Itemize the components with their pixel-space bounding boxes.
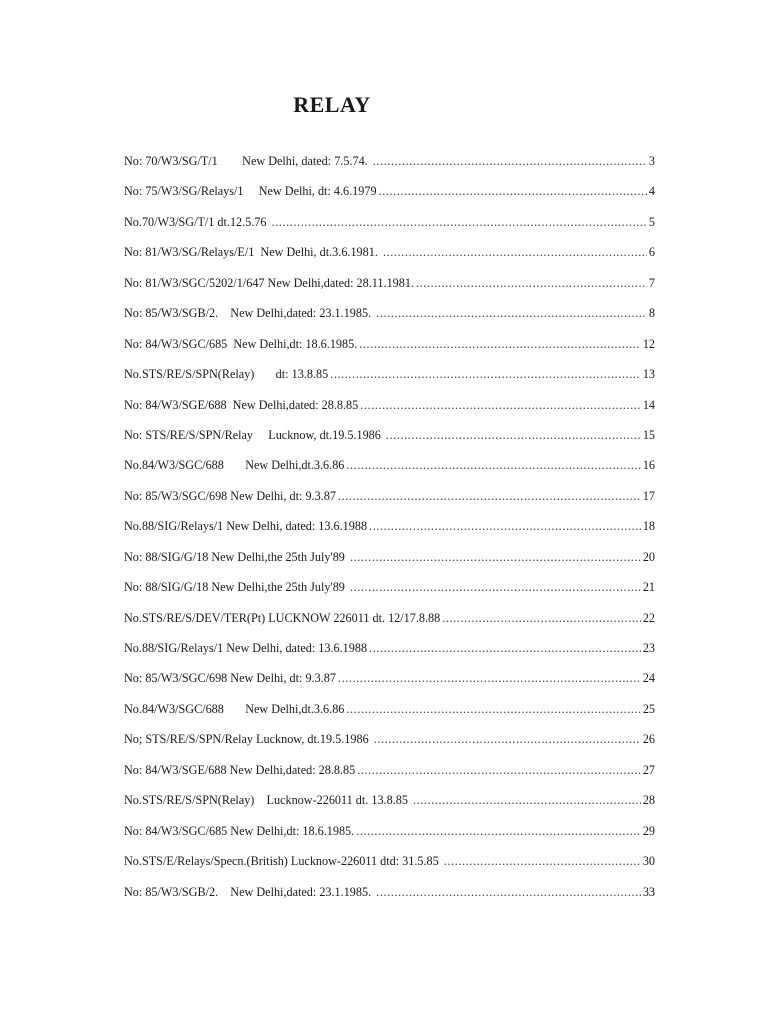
toc-entry-page-number: 7 <box>648 275 655 290</box>
toc-entry-reference: No: 84/W3/SGE/688 New Delhi,dated: 28.8.85 <box>124 397 359 412</box>
toc-entry-page-number: 15 <box>642 427 655 442</box>
toc-entry <box>124 732 655 762</box>
dot-leader <box>338 489 641 504</box>
toc-entry-reference: No.STS/E/Relays/Specn.(British) Lucknow-226011 dtd: 31.5.85 <box>124 854 442 869</box>
dot-leader <box>383 245 647 260</box>
toc-entry-reference: No: 70/W3/SG/T/1 New Delhi, dated: 7.5.74. <box>124 154 371 168</box>
toc-entry-reference: No; STS/RE/S/SPN/Relay Lucknow, dt.19.5.1986 <box>124 732 372 747</box>
toc-entry-page-number: 18 <box>642 519 655 534</box>
toc-entry <box>124 154 655 184</box>
toc-entry-reference: No: STS/RE/S/SPN/Relay Lucknow, dt.19.5.1986 <box>124 427 384 442</box>
dot-leader <box>416 276 647 291</box>
toc-entry-reference: No: 88/SIG/G/18 New Delhi,the 25th July'89 <box>124 549 348 564</box>
toc-entry <box>124 611 655 641</box>
toc-entry-page-number: 24 <box>642 671 655 686</box>
toc-entry-page-number: 28 <box>642 793 655 808</box>
toc-entry-page-number: 3 <box>648 154 655 168</box>
dot-leader <box>356 824 641 839</box>
toc-entry <box>124 885 655 915</box>
toc-entry-reference: No.STS/RE/S/SPN(Relay) Lucknow-226011 dt. 13.8.85 <box>124 793 411 808</box>
toc-entry-reference: No: 81/W3/SGC/5202/1/647 New Delhi,dated: 28.11.1981. <box>124 275 414 290</box>
toc-entry-page-number: 23 <box>642 641 655 655</box>
toc-entry <box>124 641 655 671</box>
toc-entry <box>124 671 655 701</box>
toc-entry <box>124 458 655 488</box>
dot-leader <box>357 763 641 778</box>
toc-entry-page-number: 22 <box>642 610 655 625</box>
toc-entry-page-number: 33 <box>642 884 655 899</box>
toc-entry <box>124 763 655 793</box>
dot-leader <box>346 458 640 473</box>
dot-leader <box>442 611 641 626</box>
toc-entry-page-number: 29 <box>642 823 655 838</box>
toc-entry <box>124 367 655 397</box>
dot-leader <box>386 428 641 443</box>
toc-entry-reference: No.84/W3/SGC/688 New Delhi,dt.3.6.86 <box>124 458 345 473</box>
dot-leader <box>369 519 641 534</box>
toc-entry <box>124 184 655 214</box>
toc-entry-reference: No: 84/W3/SGC/685 New Delhi,dt: 18.6.1985. <box>124 823 355 838</box>
dot-leader <box>373 154 647 169</box>
dot-leader <box>374 732 641 747</box>
table-of-contents <box>124 154 655 915</box>
toc-entry-reference: No.88/SIG/Relays/1 New Delhi, dated: 13.6.1988 <box>124 519 368 534</box>
toc-entry <box>124 702 655 732</box>
toc-entry <box>124 793 655 823</box>
toc-entry-page-number: 6 <box>648 245 655 260</box>
toc-entry-page-number: 26 <box>642 732 655 747</box>
dot-leader <box>376 885 641 900</box>
toc-entry <box>124 337 655 367</box>
toc-entry-reference: No: 81/W3/SG/Relays/E/1 New Delhi, dt.3.6.1981. <box>124 245 381 260</box>
toc-entry-page-number: 30 <box>642 854 655 869</box>
toc-entry <box>124 519 655 549</box>
toc-entry <box>124 854 655 884</box>
dot-leader <box>272 215 647 230</box>
dot-leader <box>379 184 647 199</box>
toc-entry-page-number: 27 <box>642 762 655 777</box>
toc-entry-reference: No.STS/RE/S/SPN(Relay) dt: 13.8.85 <box>124 367 329 382</box>
toc-entry-reference: No: 85/W3/SGB/2. New Delhi,dated: 23.1.1985. <box>124 884 375 899</box>
toc-entry-reference: No: 85/W3/SGC/698 New Delhi, dt: 9.3.87 <box>124 671 336 686</box>
page-title: RELAY <box>293 92 371 117</box>
dot-leader <box>350 550 641 565</box>
toc-entry <box>124 489 655 519</box>
toc-entry-page-number: 14 <box>642 397 655 412</box>
dot-leader <box>376 306 647 321</box>
toc-entry-page-number: 21 <box>642 580 655 595</box>
toc-entry-page-number: 5 <box>648 214 655 229</box>
toc-entry-page-number: 12 <box>642 336 655 351</box>
dot-leader <box>444 854 641 869</box>
toc-entry-page-number: 20 <box>642 549 655 564</box>
toc-entry <box>124 824 655 854</box>
toc-entry <box>124 550 655 580</box>
toc-entry-page-number: 13 <box>642 367 655 382</box>
toc-entry-page-number: 16 <box>642 458 655 473</box>
toc-entry-page-number: 4 <box>648 184 655 199</box>
toc-entry-page-number: 8 <box>648 306 655 321</box>
toc-entry <box>124 398 655 428</box>
toc-entry-reference: No: 88/SIG/G/18 New Delhi,the 25th July'89 <box>124 580 348 595</box>
toc-entry <box>124 306 655 336</box>
toc-entry-reference: No: 84/W3/SGE/688 New Delhi,dated: 28.8.85 <box>124 762 356 777</box>
toc-entry-reference: No.84/W3/SGC/688 New Delhi,dt.3.6.86 <box>124 701 345 716</box>
dot-leader <box>338 671 641 686</box>
dot-leader <box>360 398 641 413</box>
toc-entry-page-number: 17 <box>642 488 655 503</box>
toc-entry <box>124 276 655 306</box>
toc-entry-reference: No.STS/RE/S/DEV/TER(Pt) LUCKNOW 226011 dt. 12/17.8.88 <box>124 610 441 625</box>
dot-leader <box>369 641 641 656</box>
toc-entry-reference: No: 85/W3/SGC/698 New Delhi, dt: 9.3.87 <box>124 488 336 503</box>
dot-leader <box>350 580 641 595</box>
toc-entry-page-number: 25 <box>642 701 655 716</box>
toc-entry <box>124 215 655 245</box>
toc-entry-reference: No: 85/W3/SGB/2. New Delhi,dated: 23.1.1985. <box>124 306 375 321</box>
dot-leader <box>359 337 641 352</box>
toc-entry <box>124 245 655 275</box>
toc-entry-reference: No: 84/W3/SGC/685 New Delhi,dt: 18.6.1985. <box>124 336 358 351</box>
toc-entry <box>124 428 655 458</box>
toc-entry-reference: No.88/SIG/Relays/1 New Delhi, dated: 13.6.1988 <box>124 641 368 655</box>
dot-leader <box>346 702 640 717</box>
toc-entry <box>124 580 655 610</box>
toc-entry-reference: No.70/W3/SG/T/1 dt.12.5.76 <box>124 214 270 229</box>
toc-entry-reference: No: 75/W3/SG/Relays/1 New Delhi, dt: 4.6.1979 <box>124 184 377 199</box>
dot-leader <box>413 793 641 808</box>
dot-leader <box>330 367 641 382</box>
